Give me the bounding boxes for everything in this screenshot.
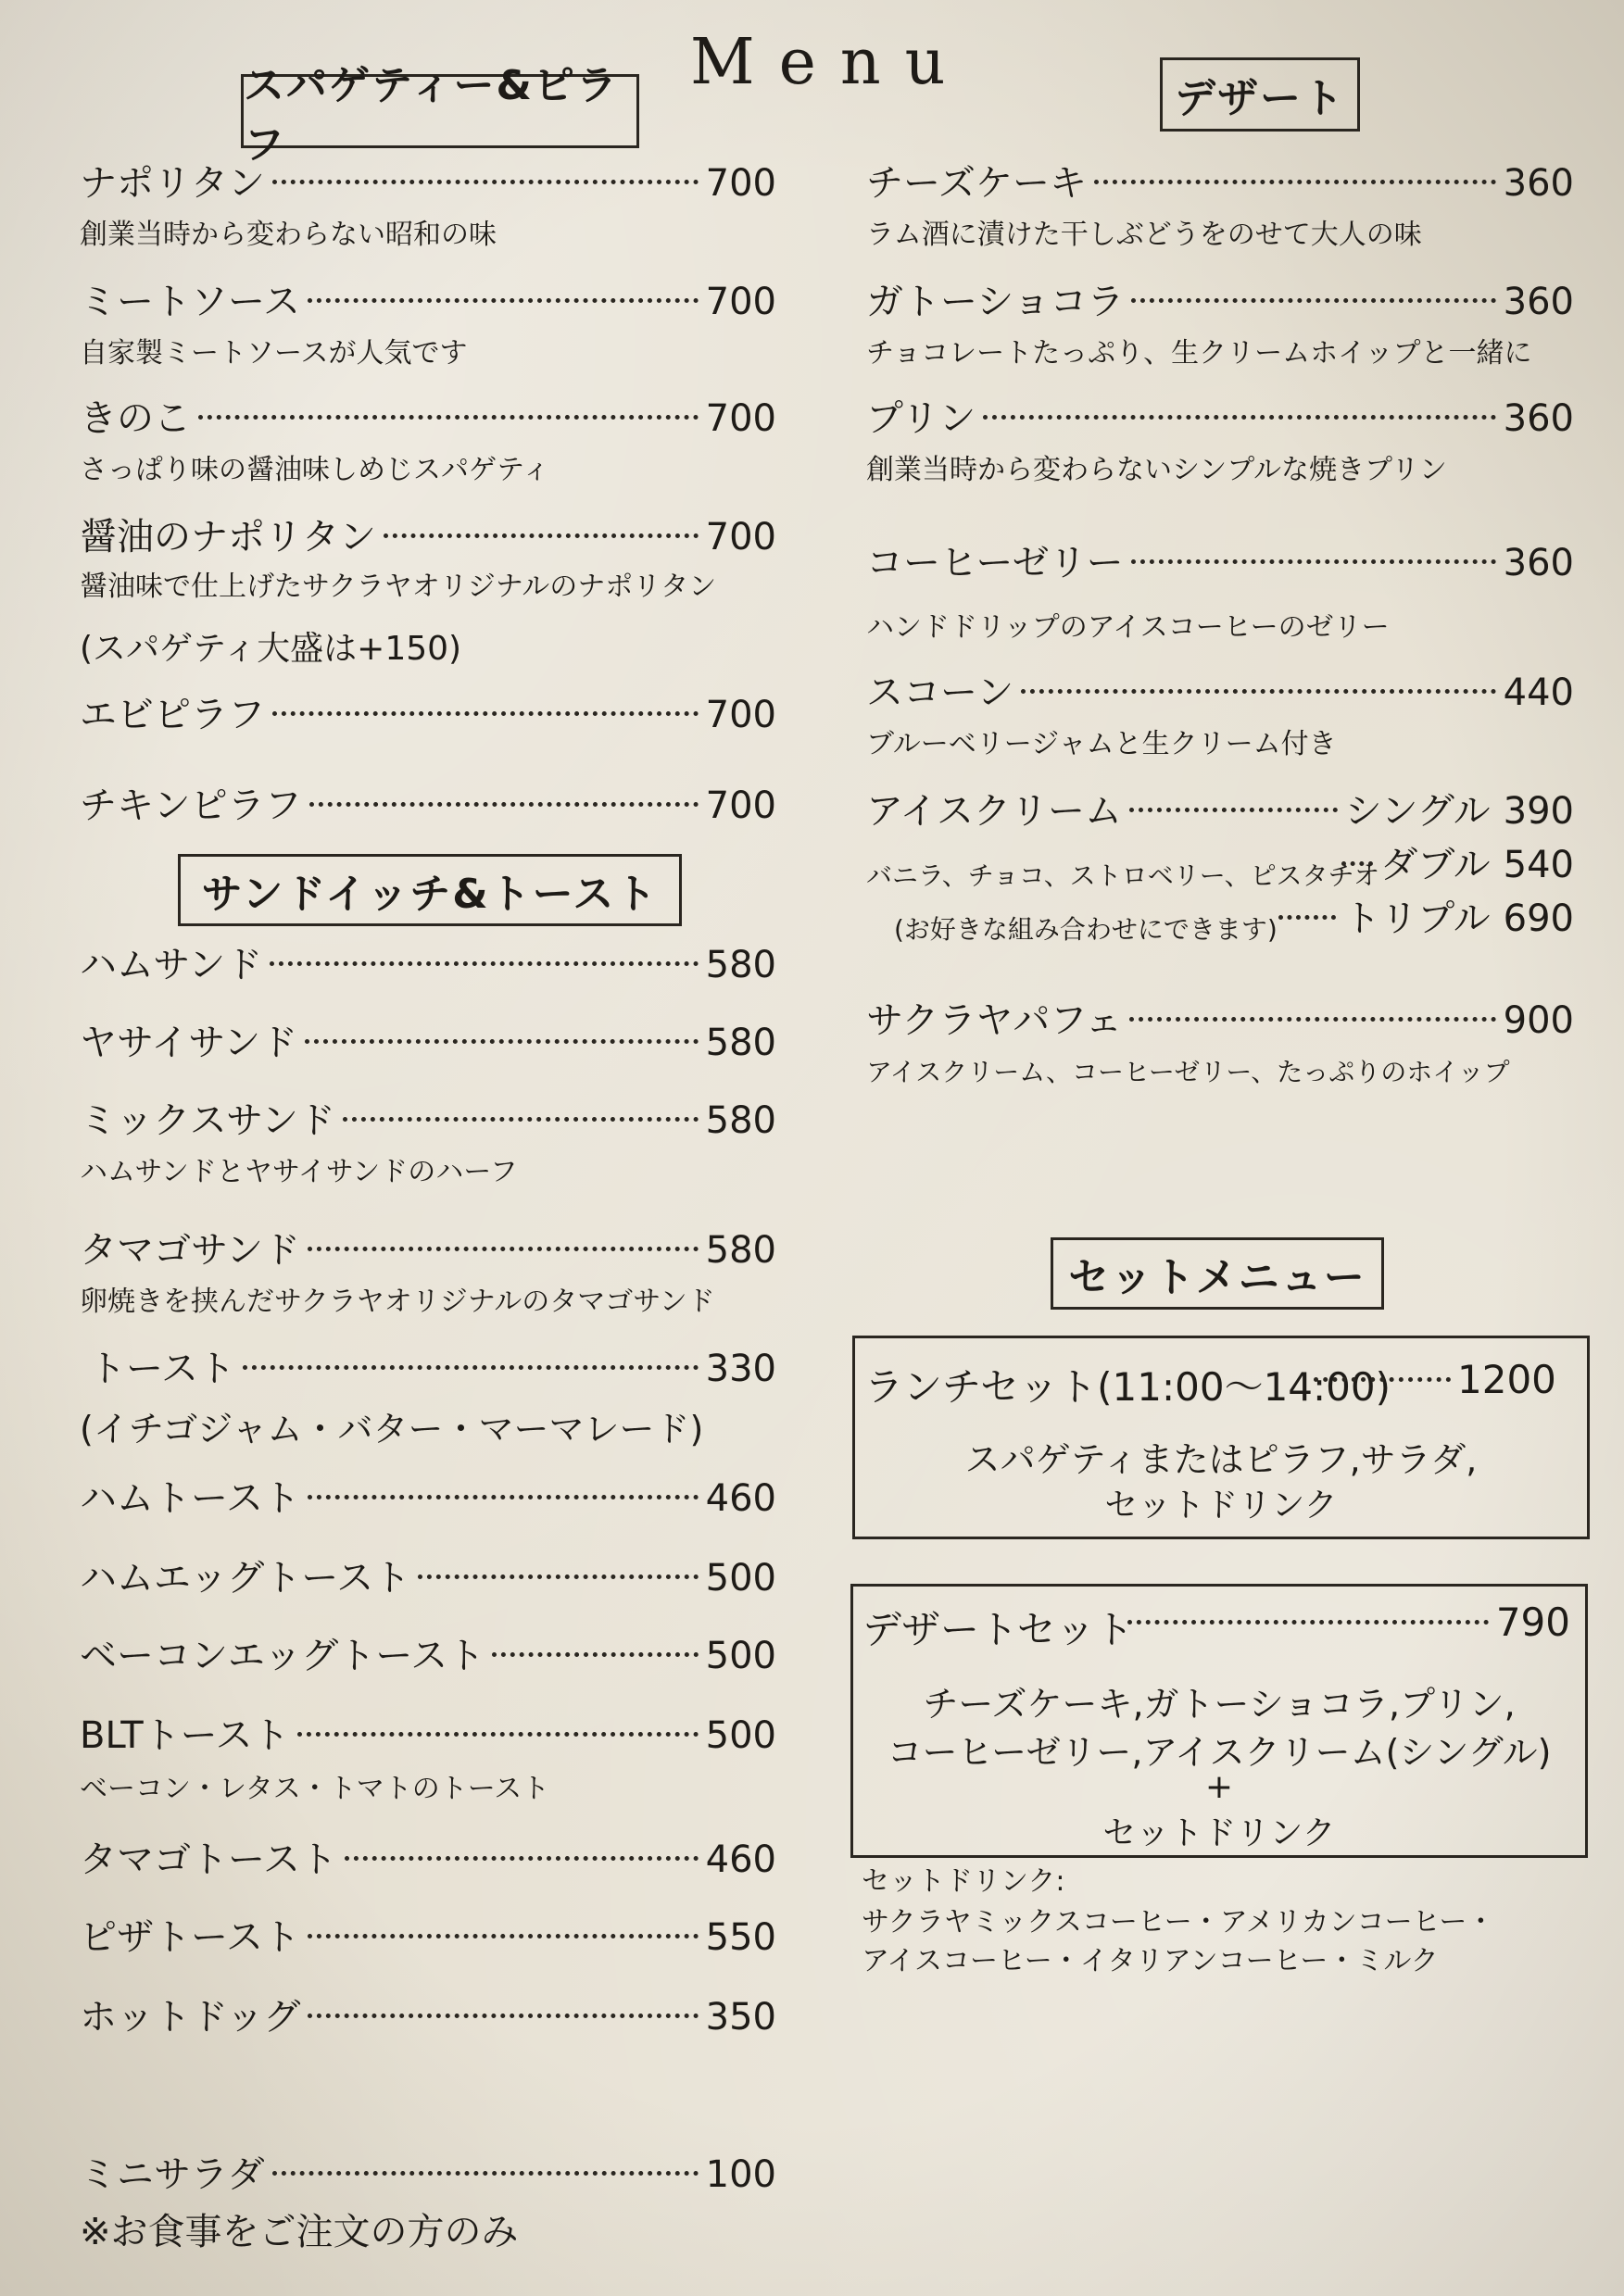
item-description: 醤油味で仕上げたサクラヤオリジナルのナポリタン (80, 571, 717, 603)
icecream-triple-price: 690 (1503, 897, 1574, 940)
menu-item (80, 1714, 776, 1757)
item-price: 360 (1503, 542, 1574, 584)
leader-dots (1129, 1017, 1495, 1022)
leader-dots (1314, 1377, 1451, 1382)
icecream-double-price: 540 (1503, 844, 1574, 886)
dessert-set-price: 790 (1495, 1600, 1570, 1645)
leader-dots (1094, 180, 1496, 184)
item-price: 580 (705, 1022, 776, 1064)
leader-dots (1278, 915, 1336, 920)
item-name: ミニサラダ (80, 2153, 265, 2196)
item-description: ハンドドリップのアイスコーヒーのゼリー (866, 611, 1390, 644)
dessert-set-box (850, 1584, 1588, 1858)
item-price: 700 (705, 694, 776, 736)
item-description: ブルーベリージャムと生クリーム付き (866, 728, 1337, 760)
menu-item (866, 542, 1574, 584)
menu-item (80, 281, 776, 323)
section-heading-dessert: デザート (1160, 57, 1360, 132)
leader-dots (983, 415, 1495, 420)
item-name: BLTトースト (80, 1714, 290, 1757)
leader-dots (309, 802, 699, 807)
leader-dots (1131, 298, 1495, 303)
section-heading-spaghetti: スパゲティー&ピラフ (241, 74, 639, 148)
menu-item (866, 999, 1574, 1042)
item-name: 醤油のナポリタン (80, 516, 376, 558)
leader-dots (1131, 559, 1496, 564)
icecream-single-price: 390 (1503, 790, 1574, 833)
icecream-flavors: バニラ、チョコ、ストロベリー、ピスタチオ (866, 860, 1380, 891)
menu-item (866, 397, 1574, 440)
leader-dots (297, 1732, 699, 1737)
icecream-double-row (1341, 844, 1574, 886)
item-name: ピザトースト (80, 1916, 300, 1959)
item-price: 700 (705, 162, 776, 205)
item-price: 330 (705, 1348, 776, 1390)
menu-item (80, 1229, 776, 1272)
item-name: ホットドッグ (80, 1996, 301, 2039)
leader-dots (1127, 1620, 1489, 1625)
menu-item (80, 1996, 776, 2039)
lunch-set-line1: スパゲティまたはピラフ,サラダ, (964, 1439, 1478, 1480)
item-name: ミックスサンド (80, 1099, 335, 1142)
item-price: 500 (705, 1635, 776, 1677)
menu-item (80, 1838, 776, 1881)
item-name: サクラヤパフェ (866, 999, 1123, 1042)
section-heading-setmenu: セットメニュー (1051, 1237, 1384, 1310)
menu-item (866, 162, 1574, 205)
item-price: 700 (705, 784, 776, 827)
leader-dots (1129, 808, 1338, 812)
item-price: 580 (705, 944, 776, 986)
leader-dots (308, 1934, 699, 1938)
lunch-set-name: ランチセット(11:00〜14:00) (864, 1364, 1391, 1410)
leader-dots (272, 180, 699, 184)
leader-dots (308, 1247, 699, 1251)
item-name: トースト (89, 1348, 235, 1390)
item-description: ※お食事をご注文の方のみ (80, 2211, 519, 2253)
icecream-single-row (866, 790, 1574, 833)
leader-dots (384, 533, 699, 538)
dessert-set-plus: + (1204, 1768, 1234, 1806)
leader-dots (343, 1117, 699, 1122)
lunch-set-price: 1200 (1457, 1357, 1556, 1402)
item-price: 360 (1503, 397, 1574, 440)
leader-dots (305, 1039, 698, 1044)
dessert-set-line3: セットドリンク (1102, 1814, 1336, 1852)
leader-dots (308, 298, 699, 303)
item-name: きのこ (80, 397, 191, 440)
item-description: 自家製ミートソースが人気です (80, 337, 468, 370)
leader-dots (308, 2014, 698, 2018)
icecream-double-label: ダブル (1380, 844, 1491, 886)
item-description: さっぱり味の醤油味しめじスパゲティ (80, 454, 550, 486)
item-description: 創業当時から変わらないシンプルな焼きプリン (866, 454, 1447, 486)
dessert-set-name: デザートセット (862, 1607, 1134, 1652)
dessert-set-line2: コーヒーゼリー,アイスクリーム(シングル) (887, 1732, 1552, 1773)
item-name: チキンピラフ (80, 784, 302, 827)
item-description: ハムサンドとヤサイサンドのハーフ (80, 1156, 518, 1188)
menu-item (80, 784, 776, 827)
item-name: エビピラフ (80, 694, 265, 736)
icecream-single-label: シングル (1344, 790, 1491, 833)
leader-dots (308, 1495, 699, 1499)
item-name: ベーコンエッグトースト (80, 1635, 485, 1677)
item-description: (イチゴジャム・バター・マーマレード) (80, 1409, 704, 1449)
set-drink-label: セットドリンク: (862, 1865, 1065, 1898)
menu-item (80, 397, 776, 440)
icecream-triple-label: トリプル (1343, 897, 1491, 940)
item-price: 700 (705, 281, 776, 323)
leader-dots (272, 711, 699, 716)
item-price: 350 (705, 1996, 776, 2039)
item-description: チョコレートたっぷり、生クリームホイップと一緒に (866, 337, 1532, 370)
item-price: 360 (1503, 281, 1574, 323)
item-name: チーズケーキ (866, 162, 1087, 205)
item-price: 580 (705, 1099, 776, 1142)
item-name: ガトーショコラ (866, 281, 1125, 323)
item-description: 卵焼きを挟んだサクラヤオリジナルのタマゴサンド (80, 1286, 715, 1318)
menu-item (80, 1348, 776, 1390)
item-name: タマゴトースト (80, 1838, 337, 1881)
page-title: Menu (690, 26, 970, 99)
item-name: ナポリタン (80, 162, 265, 205)
item-name: ハムサンド (80, 944, 263, 986)
item-description: 創業当時から変わらない昭和の味 (80, 219, 497, 251)
item-name: ヤサイサンド (80, 1022, 298, 1064)
leader-dots (270, 961, 698, 966)
item-price: 900 (1503, 999, 1574, 1042)
lunch-set-line2: セットドリンク (1104, 1487, 1338, 1524)
menu-item (866, 671, 1574, 714)
item-description: ラム酒に漬けた干しぶどうをのせて大人の味 (866, 219, 1422, 251)
item-price: 460 (705, 1477, 776, 1520)
menu-item (80, 162, 776, 205)
item-description: ベーコン・レタス・トマトのトースト (80, 1773, 550, 1805)
item-name: ミートソース (80, 281, 300, 323)
leader-dots (1021, 689, 1495, 694)
menu-item (866, 281, 1574, 323)
item-name: ハムトースト (80, 1477, 300, 1520)
item-name: ハムエッグトースト (80, 1557, 411, 1600)
menu-item (80, 516, 776, 558)
item-price: 500 (705, 1557, 776, 1600)
leader-dots (492, 1652, 698, 1657)
menu-item (80, 1916, 776, 1959)
item-price: 500 (705, 1714, 776, 1757)
spaghetti-note: (スパゲティ大盛は+150) (80, 630, 462, 668)
item-name: スコーン (866, 671, 1014, 714)
menu-item (80, 1022, 776, 1064)
item-price: 550 (705, 1916, 776, 1959)
item-price: 700 (705, 397, 776, 440)
item-price: 460 (705, 1838, 776, 1881)
leader-dots (272, 2171, 699, 2176)
menu-item (80, 1637, 776, 1675)
menu-item (80, 1099, 776, 1142)
set-drink-line2: アイスコーヒー・イタリアンコーヒー・ミルク (862, 1945, 1439, 1977)
menu-item (80, 1557, 776, 1600)
set-drink-line1: サクラヤミックスコーヒー・アメリカンコーヒー・ (862, 1906, 1495, 1938)
icecream-triple-row (1278, 897, 1574, 940)
leader-dots (345, 1856, 699, 1861)
leader-dots (418, 1575, 698, 1579)
leader-dots (243, 1365, 699, 1370)
leader-dots (1341, 861, 1373, 866)
dessert-set-line1: チーズケーキ,ガトーショコラ,プリン, (923, 1684, 1516, 1725)
item-price: 440 (1503, 671, 1574, 714)
leader-dots (198, 415, 699, 420)
item-name: タマゴサンド (80, 1229, 300, 1272)
section-heading-sandwich: サンドイッチ&トースト (178, 854, 682, 926)
item-price: 700 (705, 516, 776, 558)
item-price: 580 (705, 1229, 776, 1272)
menu-item (80, 696, 776, 734)
item-name: プリン (866, 397, 976, 440)
item-price: 360 (1503, 162, 1574, 205)
menu-item (80, 1477, 776, 1520)
item-name: コーヒーゼリー (866, 542, 1124, 584)
item-price: 100 (705, 2153, 776, 2196)
lunch-set-box (852, 1336, 1590, 1539)
icecream-note: (お好きな組み合わせにできます) (894, 914, 1278, 945)
item-description: アイスクリーム、コーヒーゼリー、たっぷりのホイップ (866, 1057, 1510, 1087)
menu-item (80, 944, 776, 986)
item-name: アイスクリーム (866, 790, 1122, 833)
menu-item (80, 2153, 776, 2196)
